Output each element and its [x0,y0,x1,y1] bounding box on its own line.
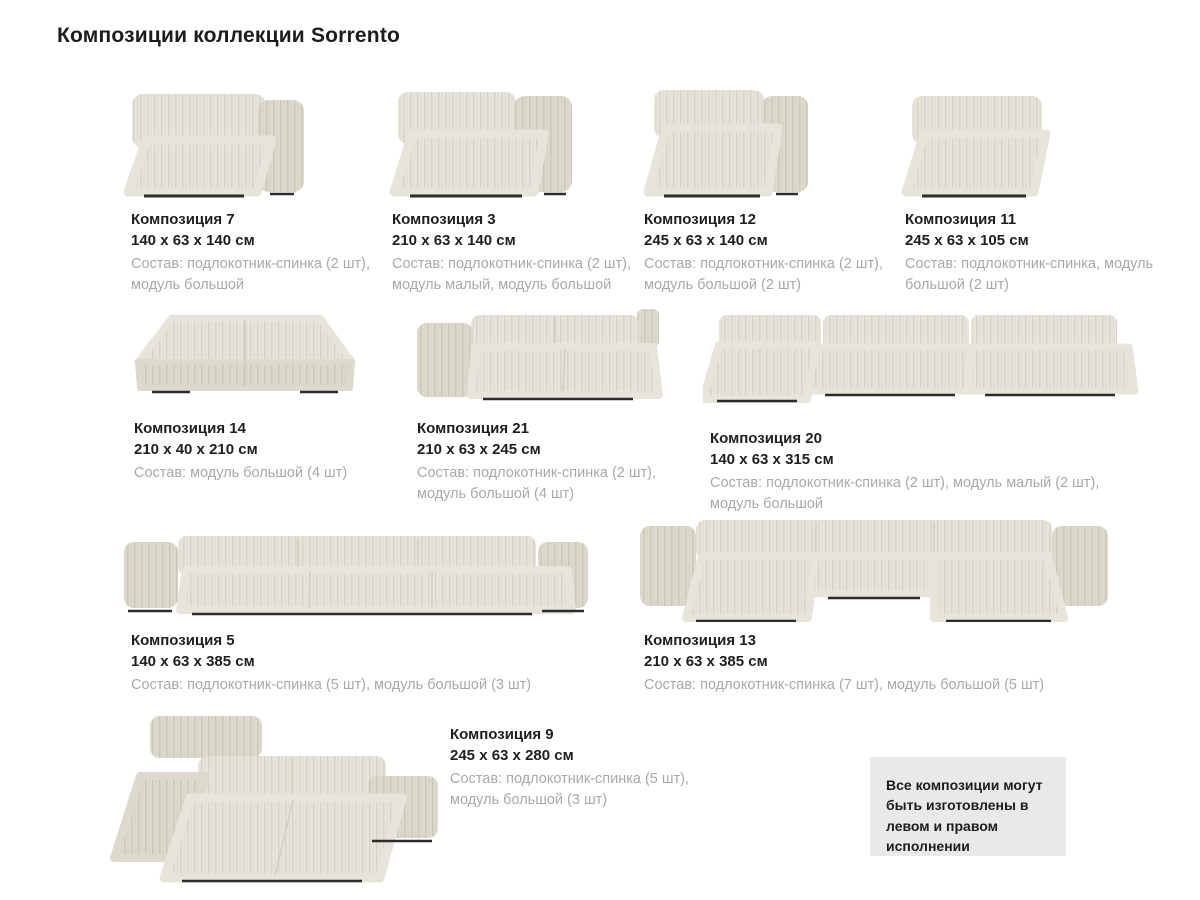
composition-name: Композиция 13 [644,632,756,649]
composition-card-5 [131,630,611,696]
composition-contents: Состав: подлокотник-спинка (2 шт), модуль малый (2 шт), модуль большой [710,475,1100,512]
composition-name: Композиция 20 [710,430,822,447]
composition-contents: Состав: подлокотник-спинка (2 шт), модуль большой (4 шт) [417,465,657,502]
composition-name: Композиция 3 [392,211,496,228]
composition-name: Композиция 5 [131,632,235,649]
sofa-image-composition-7 [112,70,308,202]
composition-contents: Состав: подлокотник-спинка (7 шт), модуль большой (5 шт) [644,677,1045,693]
composition-dimensions: 245 x 63 x 140 см [644,232,768,249]
composition-dimensions: 210 x 63 x 385 см [644,653,768,670]
composition-card-9 [450,724,708,811]
composition-dimensions: 210 x 63 x 140 см [392,232,516,249]
composition-card-3 [392,209,647,296]
composition-contents: Состав: подлокотник-спинка (5 шт), модуль большой (3 шт) [131,677,532,693]
sofa-image-composition-13 [636,506,1113,622]
composition-card-20 [710,428,1102,515]
composition-contents: Состав: подлокотник-спинка (2 шт), модуль большой (2 шт) [644,256,884,293]
composition-name: Композиция 9 [450,726,554,743]
composition-name: Композиция 12 [644,211,756,228]
composition-card-21 [417,418,682,505]
composition-dimensions: 140 x 63 x 140 см [131,232,255,249]
composition-dimensions: 245 x 63 x 280 см [450,747,574,764]
note-text: Все композиции могут быть изготовлены в левом и правом исполнении [886,777,1043,854]
composition-name: Композиция 21 [417,420,529,437]
composition-card-7 [131,209,386,296]
composition-card-13 [644,630,1124,696]
composition-contents: Состав: подлокотник-спинка, модуль большой (2 шт) [905,256,1154,293]
sofa-image-composition-5 [120,516,592,618]
composition-card-12 [644,209,899,296]
composition-dimensions: 210 x 63 x 245 см [417,441,541,458]
sofa-image-composition-12 [638,70,816,202]
composition-dimensions: 245 x 63 x 105 см [905,232,1029,249]
sofa-image-composition-11 [896,70,1058,202]
note-box [870,757,1066,856]
composition-dimensions: 210 x 40 x 210 см [134,441,258,458]
sofa-image-composition-20 [703,303,1140,403]
sofa-image-composition-21 [413,303,663,403]
composition-contents: Состав: модуль большой (4 шт) [134,465,348,481]
composition-contents: Состав: подлокотник-спинка (2 шт), модуль большой [131,256,371,293]
sofa-image-composition-9 [110,700,444,884]
composition-name: Композиция 11 [905,211,1017,228]
composition-card-14 [134,418,404,484]
composition-card-11 [905,209,1160,296]
page-title: Композиции коллекции Sorrento [57,24,401,47]
composition-dimensions: 140 x 63 x 315 см [710,451,834,468]
composition-contents: Состав: подлокотник-спинка (5 шт), модуль большой (3 шт) [450,771,690,808]
composition-name: Композиция 7 [131,211,235,228]
composition-name: Композиция 14 [134,420,246,437]
sofa-image-composition-3 [382,70,594,202]
composition-contents: Состав: подлокотник-спинка (2 шт), модуль малый, модуль большой [392,256,632,293]
composition-dimensions: 140 x 63 x 385 см [131,653,255,670]
sofa-image-composition-14 [124,306,366,398]
